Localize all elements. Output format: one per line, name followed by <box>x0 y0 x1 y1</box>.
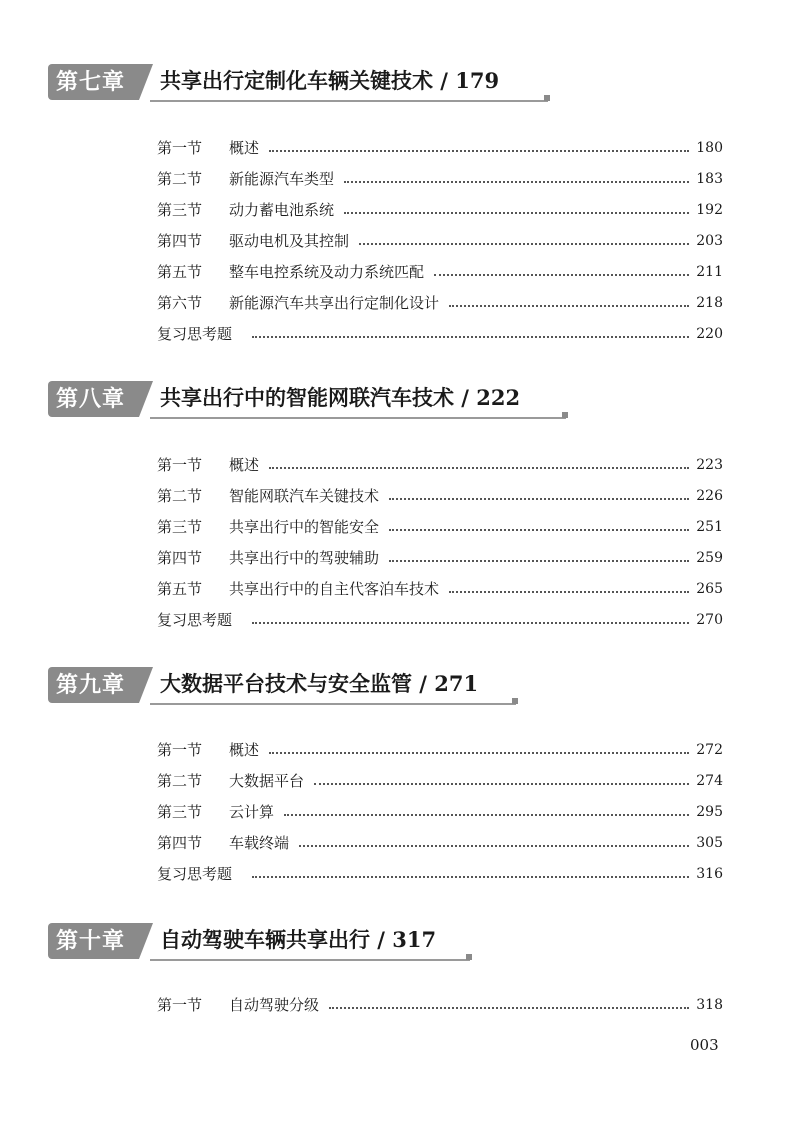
chapter-title[interactable]: 自动驾驶车辆共享出行 / 317 <box>160 927 437 952</box>
section-number: 复习思考题 <box>157 610 233 629</box>
section-title: 共享出行中的驾驶辅助 <box>229 548 380 567</box>
page-number: 203 <box>696 232 723 249</box>
chapter-underline <box>150 100 548 102</box>
section-number: 第四节 <box>157 548 203 567</box>
section-number: 第一节 <box>157 740 203 759</box>
dot-leader <box>269 467 689 469</box>
page-number: 259 <box>696 549 723 566</box>
section-title: 共享出行中的自主代客泊车技术 <box>229 579 440 598</box>
section-number: 第三节 <box>157 200 203 219</box>
dot-leader <box>344 212 689 214</box>
toc-entry[interactable] <box>157 194 723 225</box>
dot-leader <box>252 876 689 878</box>
section-number: 第六节 <box>157 293 203 312</box>
section-list <box>0 132 790 349</box>
page-number: 270 <box>696 611 723 628</box>
section-title: 概述 <box>229 138 260 157</box>
section-title: 车载终端 <box>229 833 290 852</box>
toc-entry[interactable] <box>157 765 723 796</box>
section-title: 新能源汽车类型 <box>229 169 335 188</box>
toc-entry[interactable] <box>157 287 723 318</box>
page-number: 272 <box>696 741 723 758</box>
section-number: 第五节 <box>157 262 203 281</box>
section-title: 新能源汽车共享出行定制化设计 <box>229 293 440 312</box>
dot-leader <box>269 752 689 754</box>
page-number: 220 <box>696 325 723 342</box>
page-number: 223 <box>696 456 723 473</box>
section-title: 驱动电机及其控制 <box>229 231 350 250</box>
chapter-7 <box>0 64 790 349</box>
toc-entry[interactable] <box>157 225 723 256</box>
dot-leader <box>359 243 689 245</box>
section-number: 第三节 <box>157 802 203 821</box>
section-number: 第一节 <box>157 995 203 1014</box>
page-number: 316 <box>696 865 723 882</box>
toc-entry[interactable] <box>157 480 723 511</box>
dot-leader <box>389 529 689 531</box>
chapter-10 <box>0 923 790 1020</box>
page-number: 226 <box>696 487 723 504</box>
section-title: 云计算 <box>229 802 275 821</box>
chapter-header <box>0 381 790 421</box>
page-number: 295 <box>696 803 723 820</box>
section-number: 第四节 <box>157 833 203 852</box>
section-number: 第二节 <box>157 169 203 188</box>
page-number: 192 <box>696 201 723 218</box>
section-number: 第五节 <box>157 579 203 598</box>
toc-entry[interactable] <box>157 256 723 287</box>
page-number: 180 <box>696 139 723 156</box>
section-number: 复习思考题 <box>157 324 233 343</box>
section-number: 第一节 <box>157 455 203 474</box>
section-title: 概述 <box>229 455 260 474</box>
section-number: 第三节 <box>157 517 203 536</box>
section-title: 智能网联汽车关键技术 <box>229 486 380 505</box>
dot-leader <box>344 181 689 183</box>
folio-page-number: 003 <box>690 1036 719 1054</box>
page-number: 251 <box>696 518 723 535</box>
dot-leader <box>269 150 689 152</box>
chapter-title[interactable]: 大数据平台技术与安全监管 / 271 <box>160 671 479 696</box>
section-title: 动力蓄电池系统 <box>229 200 335 219</box>
dot-leader <box>252 622 689 624</box>
page-number: 265 <box>696 580 723 597</box>
chapter-header <box>0 667 790 707</box>
dot-leader <box>389 560 689 562</box>
section-number: 第一节 <box>157 138 203 157</box>
chapter-9 <box>0 667 790 889</box>
chapter-badge: 第七章 <box>48 64 139 100</box>
section-title: 共享出行中的智能安全 <box>229 517 380 536</box>
section-title: 整车电控系统及动力系统匹配 <box>229 262 425 281</box>
toc-entry[interactable] <box>157 796 723 827</box>
section-list <box>0 449 790 635</box>
toc-entry[interactable] <box>157 318 723 349</box>
section-number: 第二节 <box>157 771 203 790</box>
section-list <box>0 734 790 889</box>
toc-entry[interactable] <box>157 734 723 765</box>
dot-leader <box>329 1007 689 1009</box>
chapter-title[interactable]: 共享出行中的智能网联汽车技术 / 222 <box>160 385 521 410</box>
section-number: 第四节 <box>157 231 203 250</box>
dot-leader <box>252 336 689 338</box>
chapter-title[interactable]: 共享出行定制化车辆关键技术 / 179 <box>160 68 500 93</box>
page-number: 211 <box>696 263 723 280</box>
toc-entry[interactable] <box>157 827 723 858</box>
toc-entry[interactable] <box>157 989 723 1020</box>
chapter-underline <box>150 417 566 419</box>
toc-entry[interactable] <box>157 511 723 542</box>
toc-entry[interactable] <box>157 132 723 163</box>
chapter-header <box>0 923 790 963</box>
chapter-badge: 第九章 <box>48 667 139 703</box>
chapter-underline <box>150 959 470 961</box>
dot-leader <box>434 274 689 276</box>
chapter-badge: 第十章 <box>48 923 139 959</box>
section-number: 复习思考题 <box>157 864 233 883</box>
page-number: 305 <box>696 834 723 851</box>
page-number: 183 <box>696 170 723 187</box>
chapter-underline <box>150 703 516 705</box>
dot-leader <box>449 591 689 593</box>
page-number: 274 <box>696 772 723 789</box>
page-number: 218 <box>696 294 723 311</box>
section-title: 自动驾驶分级 <box>229 995 320 1014</box>
toc-entry[interactable] <box>157 449 723 480</box>
page-number: 318 <box>696 996 723 1013</box>
section-title: 概述 <box>229 740 260 759</box>
dot-leader <box>449 305 689 307</box>
toc-entry[interactable] <box>157 542 723 573</box>
section-list <box>0 989 790 1020</box>
dot-leader <box>314 783 689 785</box>
chapter-header <box>0 64 790 104</box>
toc-entry[interactable] <box>157 604 723 635</box>
section-title: 大数据平台 <box>229 771 305 790</box>
toc-entry[interactable] <box>157 573 723 604</box>
chapter-8 <box>0 381 790 635</box>
section-number: 第二节 <box>157 486 203 505</box>
dot-leader <box>389 498 689 500</box>
toc-entry[interactable] <box>157 163 723 194</box>
dot-leader <box>299 845 689 847</box>
toc-entry[interactable] <box>157 858 723 889</box>
chapter-badge: 第八章 <box>48 381 139 417</box>
dot-leader <box>284 814 689 816</box>
